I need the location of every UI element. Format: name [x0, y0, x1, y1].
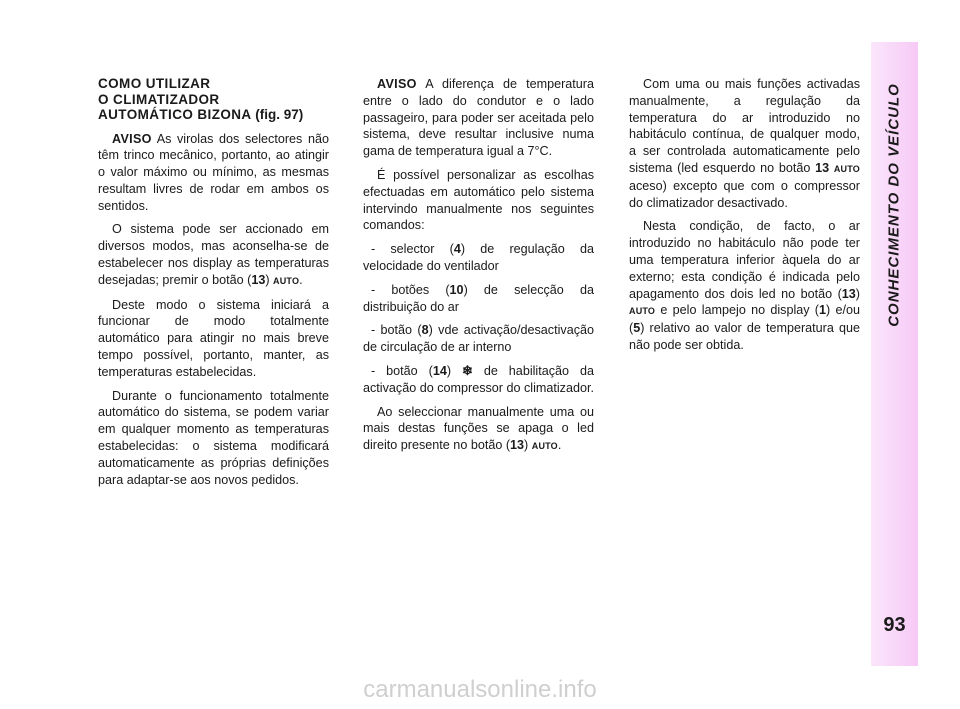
paragraph: AVISO A diferença de temperatura entre o lado do condutor e o lado passageiro, para poder ser aceitada pelo sistema, deve resultar inclusive numa gama de temperatura igual a 7°C. — [363, 77, 594, 159]
paragraph: É possível personalizar as escolhas efectuadas em automático pelo sistema intervindo manualmente nos seguintes comandos: — [363, 167, 594, 233]
compressor-icon: ❄ — [461, 362, 473, 378]
heading-line-1: COMO UTILIZAR — [98, 76, 211, 91]
column-left — [98, 76, 329, 495]
aviso-label: AVISO — [112, 131, 152, 146]
list-item: - botões (10) de selecção da distribuição do ar — [363, 282, 594, 314]
column-right — [629, 76, 860, 361]
heading-line-3: AUTOMÁTICO BIZONA — [98, 107, 252, 122]
watermark: carmanualsonline.info — [363, 676, 597, 703]
paragraph: Nesta condição, de facto, o ar introduzido no habitáculo não pode ter uma temperatura inferior àquela do ar externo; esta condição é indicada pelo apagamento dos dois led no botão (13) AUTO e pelo lampejo no display (1) e/ou (5) relativo ao valor de temperatura que não pode ser obtida. — [629, 219, 860, 352]
chapter-title: CONHECIMENTO DO VEÍCULO — [885, 83, 903, 327]
list-item: - selector (4) de regulação da velocidade do ventilador — [363, 242, 594, 273]
paragraph: Com uma ou mais funções activadas manualmente, a regulação da temperatura do ar introduzido no habitáculo contínua, de qualquer modo, a ser controlada automaticamente pelo sistema (led esquerdo no botão 13 AUTO aceso) excepto que com o compressor do climatizador desactivado. — [629, 77, 860, 210]
paragraph: Ao seleccionar manualmente uma ou mais destas funções se apaga o led direito presente no botão (13) AUTO. — [363, 404, 594, 453]
auto-label: AUTO — [629, 306, 656, 317]
auto-label: AUTO — [833, 163, 860, 174]
paragraph: Durante o funcionamento totalmente automático do sistema, se podem variar em qualquer momento as temperaturas estabelecidas: o sistema modificará automaticamente as próprias definições para adaptar-se aos novos pedidos. — [98, 388, 329, 487]
aviso-label: AVISO — [377, 77, 417, 91]
paragraph: Deste modo o sistema iniciará a funcionar de modo totalmente automático para atingir no mais breve tempo possível, portanto, manter, as temperaturas estabelecidas. — [98, 297, 329, 379]
section-heading — [98, 76, 329, 123]
auto-label: AUTO — [531, 441, 558, 452]
list-item: - botão (8) vde activação/desactivação de circulação de ar interno — [363, 323, 594, 355]
heading-line-2: O CLIMATIZADOR — [98, 91, 220, 107]
page-number: 93 — [883, 614, 906, 636]
auto-label: AUTO — [273, 275, 300, 286]
column-middle — [363, 76, 594, 462]
paragraph: AVISO As virolas dos selectores não têm trinco mecânico, portanto, ao atingir o valor máximo ou mínimo, as mesmas resultam livres de rodar em ambos os sentidos. — [98, 131, 329, 213]
list-item: - botão (14) ❄ de habilitação da activação do compressor do climatizador. — [363, 362, 594, 395]
paragraph: O sistema pode ser accionado em diversos modos, mas aconselha-se de estabelecer nos display as temperaturas desejadas; premir o botão (13) AUTO. — [98, 222, 329, 287]
figure-reference: (fig. 97) — [255, 107, 304, 122]
